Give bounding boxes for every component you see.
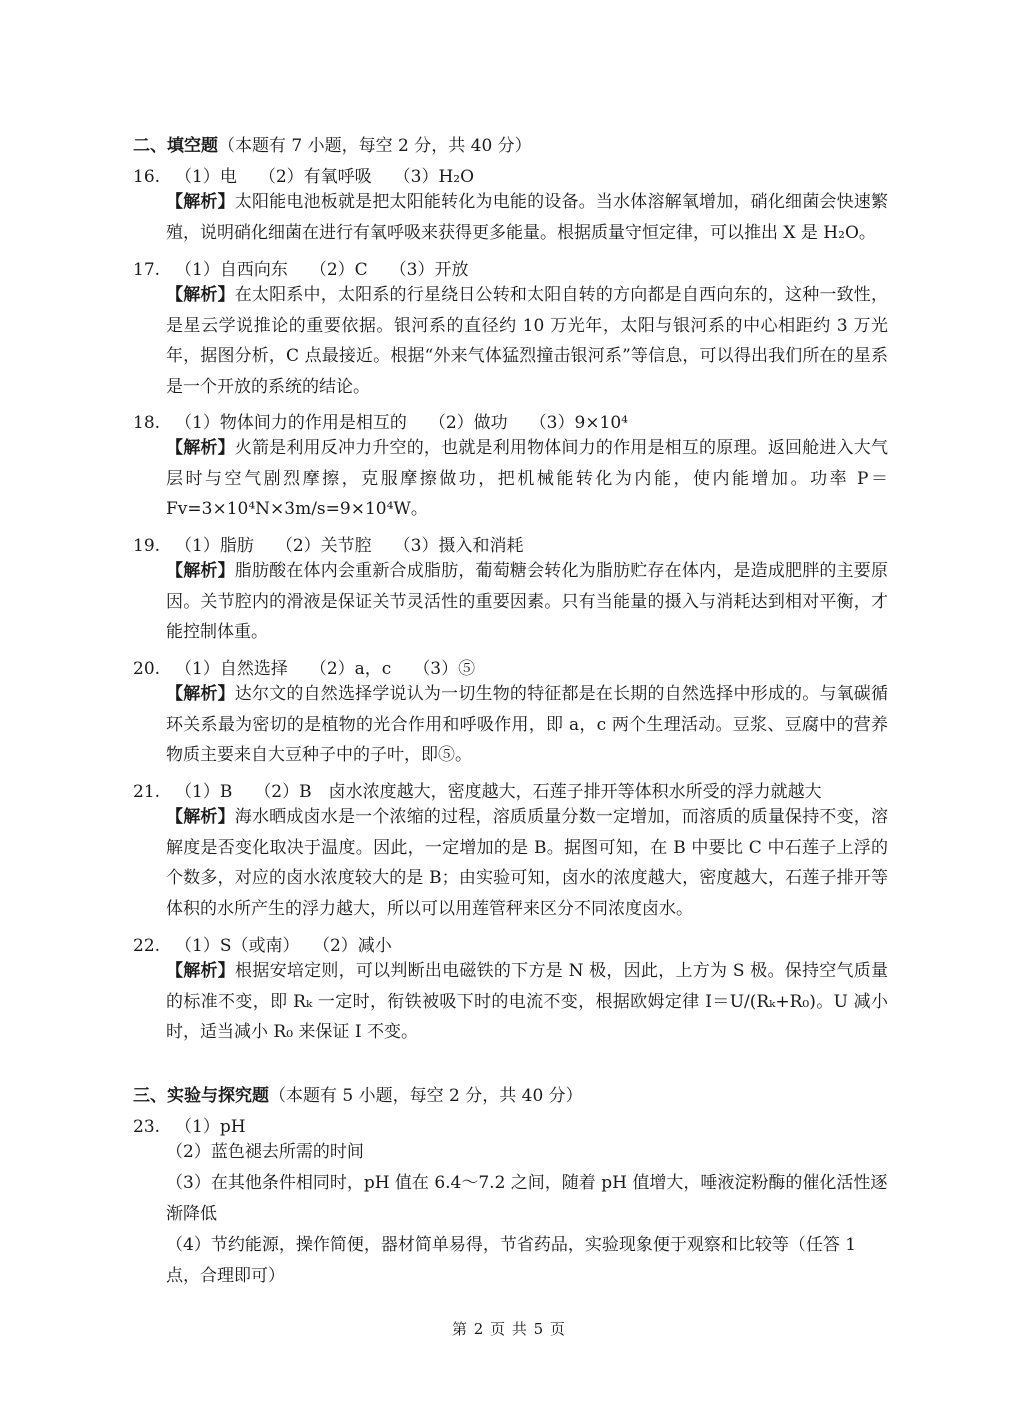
explanation-text: 达尔文的自然选择学说认为一切生物的特征都是在长期的自然选择中形成的。与氧碳循环关系最为密切的是植物的光合作用和呼吸作用，即 a，c 两个生理活动。豆浆、豆腐中的营养物质主要来自大豆种子中的子叶，即⑤。: [166, 684, 888, 766]
question-23-sub-4: （4）节约能源，操作简便，器材简单易得，节省药品，实验现象便于观察和比较等（任答 1 点，合理即可）: [166, 1235, 857, 1286]
explanation-tag: 【解析】: [166, 561, 235, 581]
section-heading-fill-in: [133, 131, 532, 156]
explanation-text: 太阳能电池板就是把太阳能转化为电能的设备。当水体溶解氧增加，硝化细菌会快速繁殖，说明硝化细菌在进行有氧呼吸来获得更多能量。根据质量守恒定律，可以推出 X 是 H₂O。: [166, 192, 888, 243]
section-title: 二、填空题: [133, 136, 218, 156]
answer-2: （2）有氧呼吸: [258, 167, 372, 187]
answer-1: （1）自然选择: [175, 659, 288, 679]
answer-1: （1）B: [175, 782, 233, 802]
answer-2: （2）a，c: [309, 659, 392, 679]
question-16-explanation: [166, 187, 888, 248]
question-17-answers: [133, 255, 490, 280]
question-21-answers: [133, 777, 844, 802]
answer-3: （3）开放: [389, 260, 469, 280]
question-20-answers: [133, 654, 497, 679]
section-note: （本题有 7 小题，每空 2 分，共 40 分）: [218, 136, 532, 156]
question-23-sub-3: （3）在其他条件相同时，pH 值在 6.4～7.2 之间，随着 pH 值增大，唾液淀粉酶的催化活性逐渐降低: [166, 1173, 888, 1224]
explanation-tag: 【解析】: [166, 961, 236, 981]
answer-3: （3）摄入和消耗: [393, 536, 524, 556]
question-23-answers: [133, 1112, 268, 1137]
answer-3: （3）9×10⁴: [529, 413, 628, 433]
answer-2: （2）C: [309, 260, 368, 280]
explanation-tag: 【解析】: [166, 438, 235, 458]
answer-2: （2）做功: [428, 413, 508, 433]
question-17-explanation: [166, 280, 888, 402]
question-22-explanation: [166, 956, 888, 1048]
question-number: 19.: [133, 536, 161, 556]
question-19-explanation: [166, 556, 888, 648]
question-number: 21.: [133, 782, 161, 802]
question-20-explanation: [166, 679, 888, 771]
answer-1: （1）S（或南）: [175, 936, 300, 956]
answer-2: （2）B 卤水浓度越大，密度越大，石莲子排开等体积水所受的浮力就越大: [254, 782, 822, 802]
question-18-explanation: [166, 433, 888, 525]
explanation-text: 火箭是利用反冲力升空的，也就是利用物体间力的作用是相互的原理。返回舱进入大气层时与空气剧烈摩擦，克服摩擦做功，把机械能转化为内能，使内能增加。功率 P＝Fv=3×10⁴N×3m/s=9×10⁴W。: [166, 438, 888, 520]
explanation-text: 海水晒成卤水是一个浓缩的过程，溶质质量分数一定增加，而溶质的质量保持不变，溶解度是否变化取决于温度。因此，一定增加的是 B。据图可知，在 B 中要比 C 中石莲子上浮的个数多，对应的卤水浓度较大的是 B；由实验可知，卤水的浓度越大，密度越大，石莲子排开等体积的水所产生的浮力越大，所以可以用莲管秤来区分不同浓度卤水。: [166, 807, 888, 919]
question-19-answers: [133, 531, 545, 556]
section-title: 三、实验与探究题: [133, 1086, 269, 1106]
explanation-tag: 【解析】: [166, 285, 235, 305]
question-number: 20.: [133, 659, 161, 679]
answer-2: （2）减小: [321, 936, 392, 956]
page-footer: 第 2 页 共 5 页: [452, 1320, 566, 1338]
explanation-text: 脂肪酸在体内会重新合成脂肪，葡萄糖会转化为脂肪贮存在体内，是造成肥胖的主要原因。关节腔内的滑液是保证关节灵活性的重要因素。只有当能量的摄入与消耗达到相对平衡，才能控制体重。: [166, 561, 888, 643]
section-heading-experiment: [133, 1081, 583, 1106]
answer-1: （1）脂肪: [175, 536, 254, 556]
answer-3: （3）⑤: [413, 659, 476, 679]
answer-1: （1）电: [175, 167, 237, 187]
explanation-text: 在太阳系中，太阳系的行星绕日公转和太阳自转的方向都是自西向东的，这种一致性，是星云学说推论的重要依据。银河系的直径约 10 万光年，太阳与银河系的中心相距约 3 万光年，据图分析，C 点最接近。根据“外来气体猛烈撞击银河系”等信息，可以得出我们所在的星系是一个开放的系统的结论。: [166, 285, 888, 397]
question-number: 18.: [133, 413, 161, 433]
explanation-tag: 【解析】: [166, 192, 235, 212]
question-number: 17.: [133, 260, 161, 280]
question-number: 22.: [133, 936, 161, 956]
explanation-tag: 【解析】: [166, 807, 235, 827]
answer-1: （1）自西向东: [175, 260, 288, 280]
question-18-answers: [133, 408, 650, 433]
explanation-text: 根据安培定则，可以判断出电磁铁的下方是 N 极，因此，上方为 S 极。保持空气质量的标准不变，即 Rₖ 一定时，衔铁被吸下时的电流不变，根据欧姆定律 I＝U/(Rₖ+R₀)。U 减小时，适当减小 R₀ 来保证 I 不变。: [166, 961, 889, 1043]
question-23-sub-2: （2）蓝色褪去所需的时间: [166, 1142, 364, 1162]
answer-2: （2）关节腔: [275, 536, 372, 556]
question-number: 16.: [133, 167, 161, 187]
question-16-answers: [133, 162, 496, 187]
explanation-tag: 【解析】: [166, 684, 235, 704]
section-note: （本题有 5 小题，每空 2 分，共 40 分）: [269, 1086, 583, 1106]
question-number: 23.: [133, 1117, 161, 1137]
answer-1: （1）物体间力的作用是相互的: [175, 413, 407, 433]
question-22-answers: [133, 931, 414, 956]
question-21-explanation: [166, 802, 888, 924]
answer-1: （1）pH: [175, 1117, 246, 1137]
answer-3: （3）H₂O: [393, 167, 475, 187]
